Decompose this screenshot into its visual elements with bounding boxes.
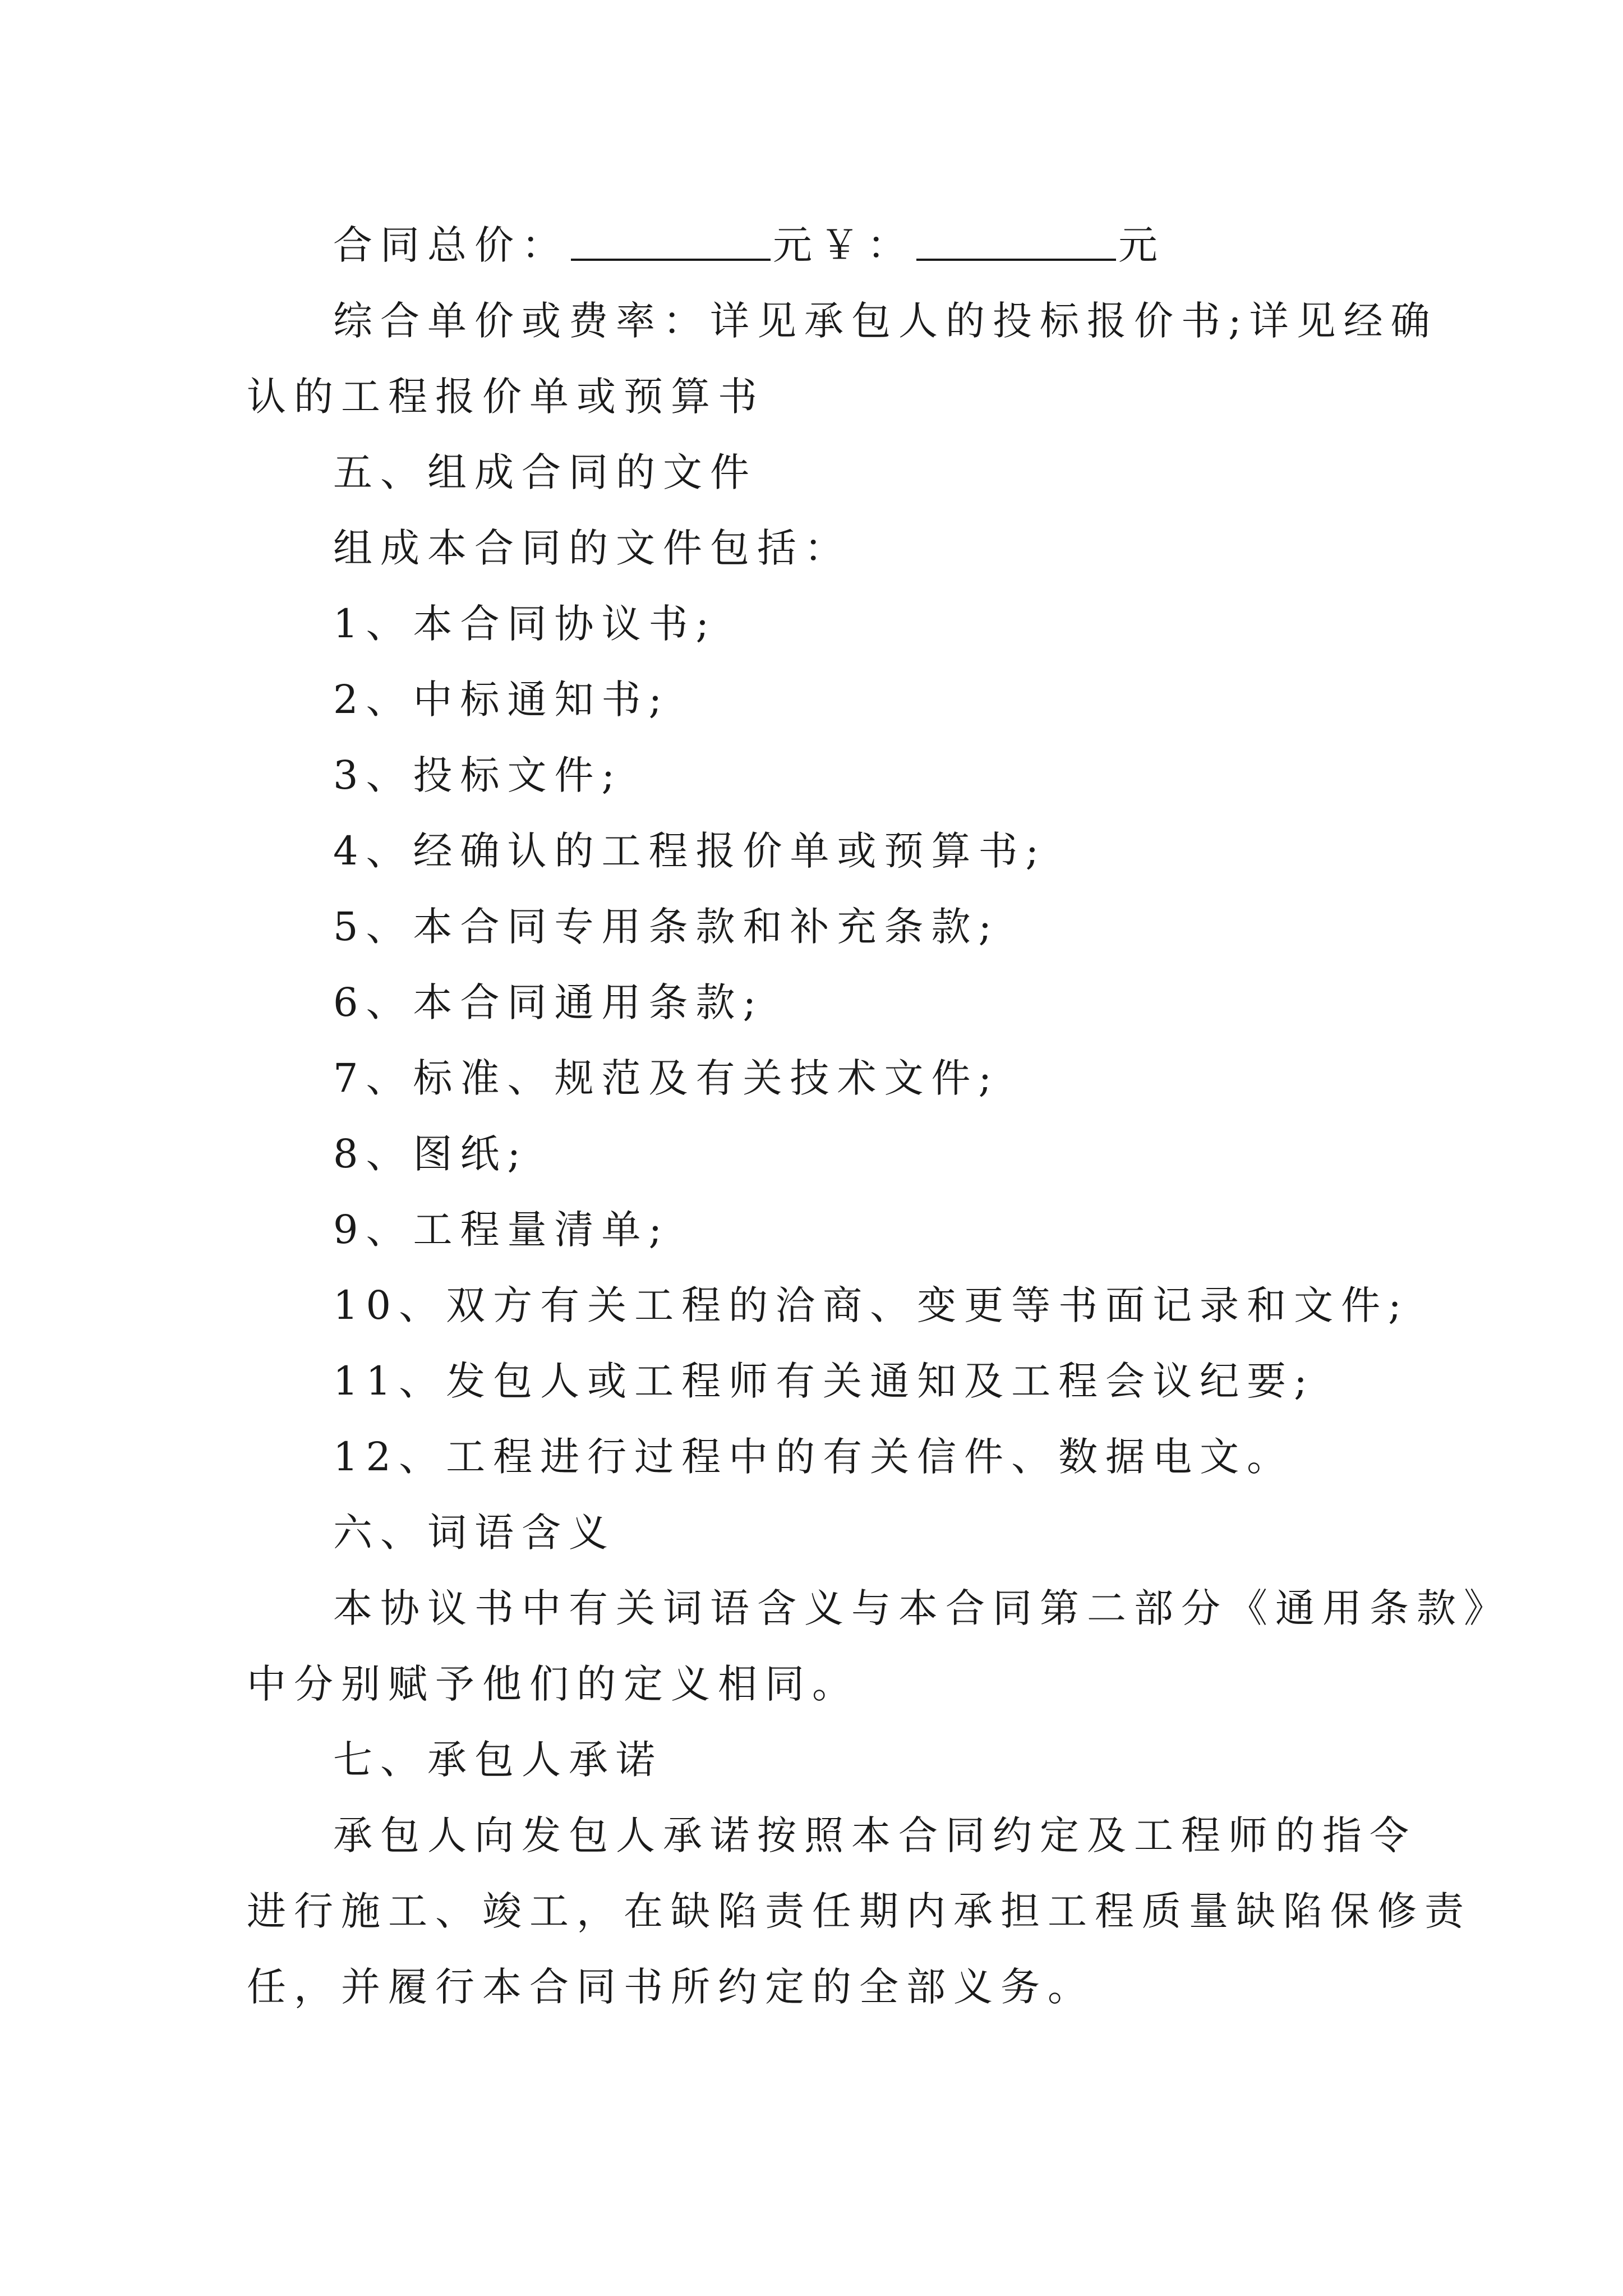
section-6-text-line-2: 中分别赋予他们的定义相同。 xyxy=(247,1661,859,1707)
price-yen-label: ￥： xyxy=(820,222,914,268)
price-blank-field xyxy=(571,225,771,261)
document-list-item: 11、发包人或工程师有关通知及工程会议纪要; xyxy=(333,1358,1315,1404)
document-list-item: 2、中标通知书; xyxy=(333,677,670,723)
section-6-text-line-1: 本协议书中有关词语含义与本合同第二部分《通用条款》 xyxy=(333,1585,1511,1631)
unit-price-line-2: 认的工程报价单或预算书 xyxy=(247,374,765,420)
document-list-item: 6、本合同通用条款; xyxy=(333,979,764,1025)
document-list-item: 8、图纸; xyxy=(333,1131,529,1177)
document-list-item: 7、标准、规范及有关技术文件; xyxy=(333,1055,1000,1101)
document-list-item: 1、本合同协议书; xyxy=(333,601,717,647)
section-7-text-line-1: 承包人向发包人承诺按照本合同约定及工程师的指令 xyxy=(333,1812,1417,1858)
section-7-heading: 七、承包人承诺 xyxy=(333,1737,663,1783)
price-yuan-unit: 元 xyxy=(773,222,820,268)
document-list-item: 5、本合同专用条款和补充条款; xyxy=(333,904,1000,950)
section-6-heading: 六、词语含义 xyxy=(333,1510,616,1556)
price-yuan-unit-2: 元 xyxy=(1118,222,1165,268)
document-list-item: 10、双方有关工程的洽商、变更等书面记录和文件; xyxy=(333,1282,1409,1328)
price-yen-blank-field xyxy=(916,225,1116,261)
section-5-intro: 组成本合同的文件包括： xyxy=(333,525,851,571)
contract-price-label: 合同总价： xyxy=(333,222,569,268)
section-5-heading: 五、组成合同的文件 xyxy=(333,449,757,495)
section-7-text-line-3: 任，并履行本合同书所约定的全部义务。 xyxy=(247,1964,1095,2010)
document-list-item: 3、投标文件; xyxy=(333,752,623,798)
document-list-item: 9、工程量清单; xyxy=(333,1207,670,1253)
section-7-text-line-2: 进行施工、竣工，在缺陷责任期内承担工程质量缺陷保修责 xyxy=(247,1888,1472,1934)
document-list-item: 12、工程进行过程中的有关信件、数据电文。 xyxy=(333,1434,1294,1480)
contract-price-line xyxy=(333,217,1165,273)
unit-price-line-1: 综合单价或费率：详见承包人的投标报价书;详见经确 xyxy=(333,298,1438,344)
document-list-item: 4、经确认的工程报价单或预算书; xyxy=(333,828,1047,874)
